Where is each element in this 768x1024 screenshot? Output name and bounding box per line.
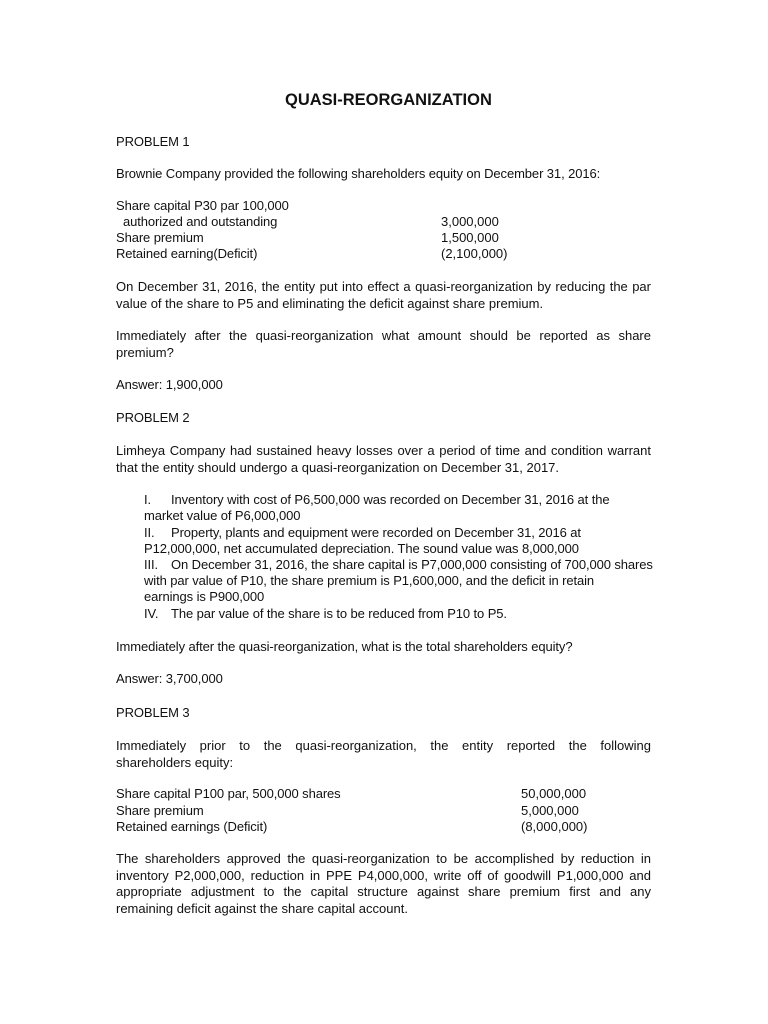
p2-item-2-line-0: Property, plants and equipment were recorded on December 31, 2016 at <box>171 525 581 540</box>
p1-equity-label-1: authorized and outstanding <box>116 214 278 229</box>
p2-item-4-line-0: The par value of the share is to be reduced from P10 to P5. <box>171 606 507 621</box>
problem-3-paragraph <box>116 851 651 917</box>
problem-3-intro <box>116 738 651 771</box>
problem-1-heading: PROBLEM 1 <box>116 134 190 149</box>
p1-equity-value-1: 3,000,000 <box>441 214 499 229</box>
problem-1-question <box>116 328 651 361</box>
p1-equity-label-2: Share premium <box>116 230 204 245</box>
problem-2-intro <box>116 443 651 476</box>
p1-equity-value-3: (2,100,000) <box>441 246 508 261</box>
problem-2-question: Immediately after the quasi-reorganization, what is the total shareholders equity? <box>116 639 573 654</box>
problem-2-heading: PROBLEM 2 <box>116 410 190 425</box>
problem-1-paragraph <box>116 279 651 312</box>
p2-item-3-line-1: with par value of P10, the share premium is P1,600,000, and the deficit in retain <box>144 573 595 588</box>
p3-equity-value-1: 5,000,000 <box>521 803 579 818</box>
p2-item-1-line-1: market value of P6,000,000 <box>144 508 301 523</box>
p2-item-3-line-2: earnings is P900,000 <box>144 589 265 604</box>
p3-para-line-0: The shareholders approved the quasi-reorganization to be accomplished by reduction in <box>116 851 651 866</box>
p3-equity-label-1: Share premium <box>116 803 204 818</box>
p3-para-line-1: inventory P2,000,000, reduction in PPE P4,000,000, write off of goodwill P1,000,000 and <box>116 867 651 883</box>
problem-3-heading: PROBLEM 3 <box>116 705 190 720</box>
p2-intro-line-1: that the entity should undergo a quasi-reorganization on December 31, 2017. <box>116 459 560 475</box>
p2-item-3-line-0: On December 31, 2016, the share capital is P7,000,000 consisting of 700,000 shares <box>171 557 653 572</box>
p2-item-4-number: IV. <box>144 606 159 621</box>
p1-question-line-1: premium? <box>116 344 174 360</box>
p2-item-2-number: II. <box>144 525 155 540</box>
p3-para-line-2: appropriate adjustment to the capital structure against share premium first and any <box>116 884 651 899</box>
p3-intro-line-0: Immediately prior to the quasi-reorganization, the entity reported the following <box>116 738 651 753</box>
p1-para-line-1: value of the share to P5 and eliminating the deficit against share premium. <box>116 295 544 311</box>
p1-para-line-0: On December 31, 2016, the entity put into effect a quasi-reorganization by reducing the par <box>116 279 651 294</box>
p1-equity-label-0: Share capital P30 par 100,000 <box>116 198 289 213</box>
p2-item-3-number: III. <box>144 557 159 572</box>
page-title: QUASI-REORGANIZATION <box>285 91 492 109</box>
p2-intro-line-0: Limheya Company had sustained heavy losses over a period of time and condition warrant <box>116 443 651 458</box>
p3-equity-label-0: Share capital P100 par, 500,000 shares <box>116 786 341 801</box>
p3-intro-line-1: shareholders equity: <box>116 754 234 770</box>
p1-question-line-0: Immediately after the quasi-reorganization what amount should be reported as share <box>116 328 651 343</box>
p1-equity-label-3: Retained earning(Deficit) <box>116 246 258 261</box>
p3-para-line-3: remaining deficit against the share capital account. <box>116 900 408 916</box>
p2-item-1-line-0: Inventory with cost of P6,500,000 was recorded on December 31, 2016 at the <box>171 492 610 507</box>
problem-1-answer: Answer: 1,900,000 <box>116 377 223 392</box>
p3-equity-value-0: 50,000,000 <box>521 786 587 801</box>
p1-equity-value-2: 1,500,000 <box>441 230 499 245</box>
problem-1-intro: Brownie Company provided the following shareholders equity on December 31, 2016: <box>116 166 601 181</box>
p3-equity-value-2: (8,000,000) <box>521 819 588 834</box>
p3-equity-label-2: Retained earnings (Deficit) <box>116 819 268 834</box>
p2-item-1-number: I. <box>144 492 152 507</box>
p2-item-2-line-1: P12,000,000, net accumulated depreciation. The sound value was 8,000,000 <box>144 541 579 556</box>
problem-2-answer: Answer: 3,700,000 <box>116 671 223 686</box>
